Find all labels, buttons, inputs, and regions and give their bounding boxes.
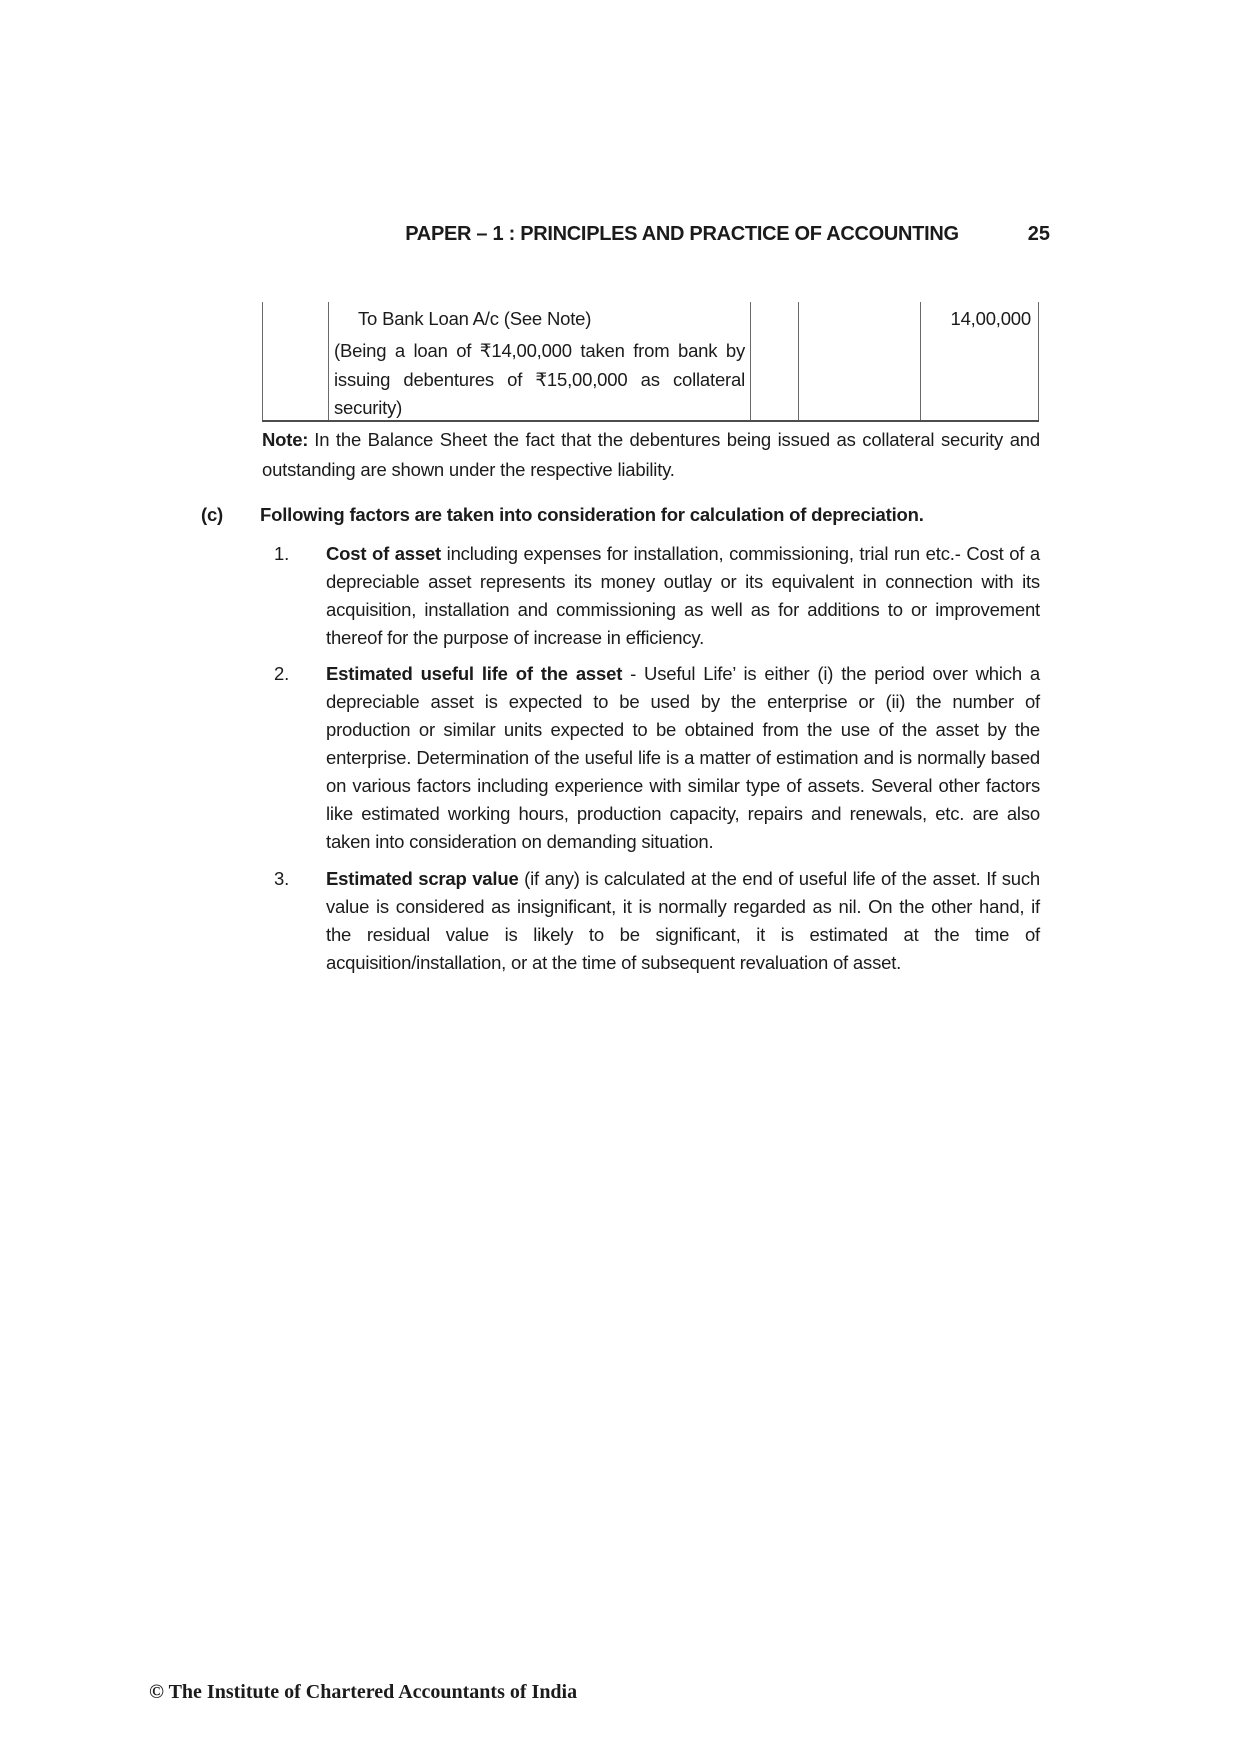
list-item-2 xyxy=(274,660,1040,856)
note-paragraph xyxy=(262,425,1040,485)
list-item-3-lead: Estimated scrap value xyxy=(326,868,519,889)
list-item-3-rest: (if any) is calculated at the end of useful life of the asset. If such value is considered as insignificant, it is normally regarded as nil. On the other hand, if the residual value is likely to be significant, it is estimated at the time of acquisition/installation, or at the time of subsequent revaluation of asset. xyxy=(326,868,1040,973)
section-c-heading-text: Following factors are taken into consideration for calculation of depreciation. xyxy=(260,504,924,525)
list-item-1-rest: including expenses for installation, commissioning, trial run etc.- Cost of a depreciable asset represents its money outlay or its equivalent in connection with its acquisition, installation and commissioning as well as for additions to or improvement thereof for the purpose of increase in efficiency. xyxy=(326,543,1040,648)
list-item-2-text xyxy=(326,660,1040,856)
list-item-1-text xyxy=(326,540,1040,652)
journal-entry-table xyxy=(262,302,1039,422)
page-header-title: PAPER – 1 : PRINCIPLES AND PRACTICE OF ACCOUNTING xyxy=(405,223,959,245)
list-item-2-rest: - Useful Life’ is either (i) the period over which a depreciable asset is expected to be used by the enterprise or (ii) the number of production or similar units expected to be obtained from the use of the asset by the enterprise. Determination of the useful life is a matter of estimation and is normally based on various factors including experience with similar type of assets. Several other factors like estimated working hours, production capacity, repairs and renewals, etc. are also taken into consideration on demanding situation. xyxy=(326,663,1040,852)
copyright-footer: © The Institute of Chartered Accountants of India xyxy=(149,1681,578,1703)
list-item-2-lead: Estimated useful life of the asset xyxy=(326,663,623,684)
note-text: In the Balance Sheet the fact that the debentures being issued as collateral security and outstanding are shown under the respective liability. xyxy=(262,429,1040,480)
list-item-3-number: 3. xyxy=(274,868,290,889)
list-item-3-text xyxy=(326,865,1040,977)
journal-particulars-account: To Bank Loan A/c (See Note) xyxy=(358,308,592,329)
journal-col-particulars xyxy=(328,302,750,420)
journal-col-lf xyxy=(750,302,798,420)
journal-col-date xyxy=(262,302,328,420)
list-item-1-lead: Cost of asset xyxy=(326,543,442,564)
list-item-1-number: 1. xyxy=(274,543,290,564)
list-item-2-number: 2. xyxy=(274,663,290,684)
section-c-heading xyxy=(201,501,1046,529)
section-c-marker: (c) xyxy=(201,504,224,525)
list-item-1 xyxy=(274,540,1040,652)
credit-amount-value: 14,00,000 xyxy=(950,308,1031,329)
journal-col-credit-amount xyxy=(920,302,1039,420)
journal-narration: (Being a loan of ₹14,00,000 taken from bank by issuing debentures of ₹15,00,000 as collateral security) xyxy=(334,340,745,418)
journal-col-debit-amount xyxy=(798,302,920,420)
note-label: Note: xyxy=(262,429,309,450)
list-item-3 xyxy=(274,865,1040,977)
page-number: 25 xyxy=(1027,223,1050,245)
